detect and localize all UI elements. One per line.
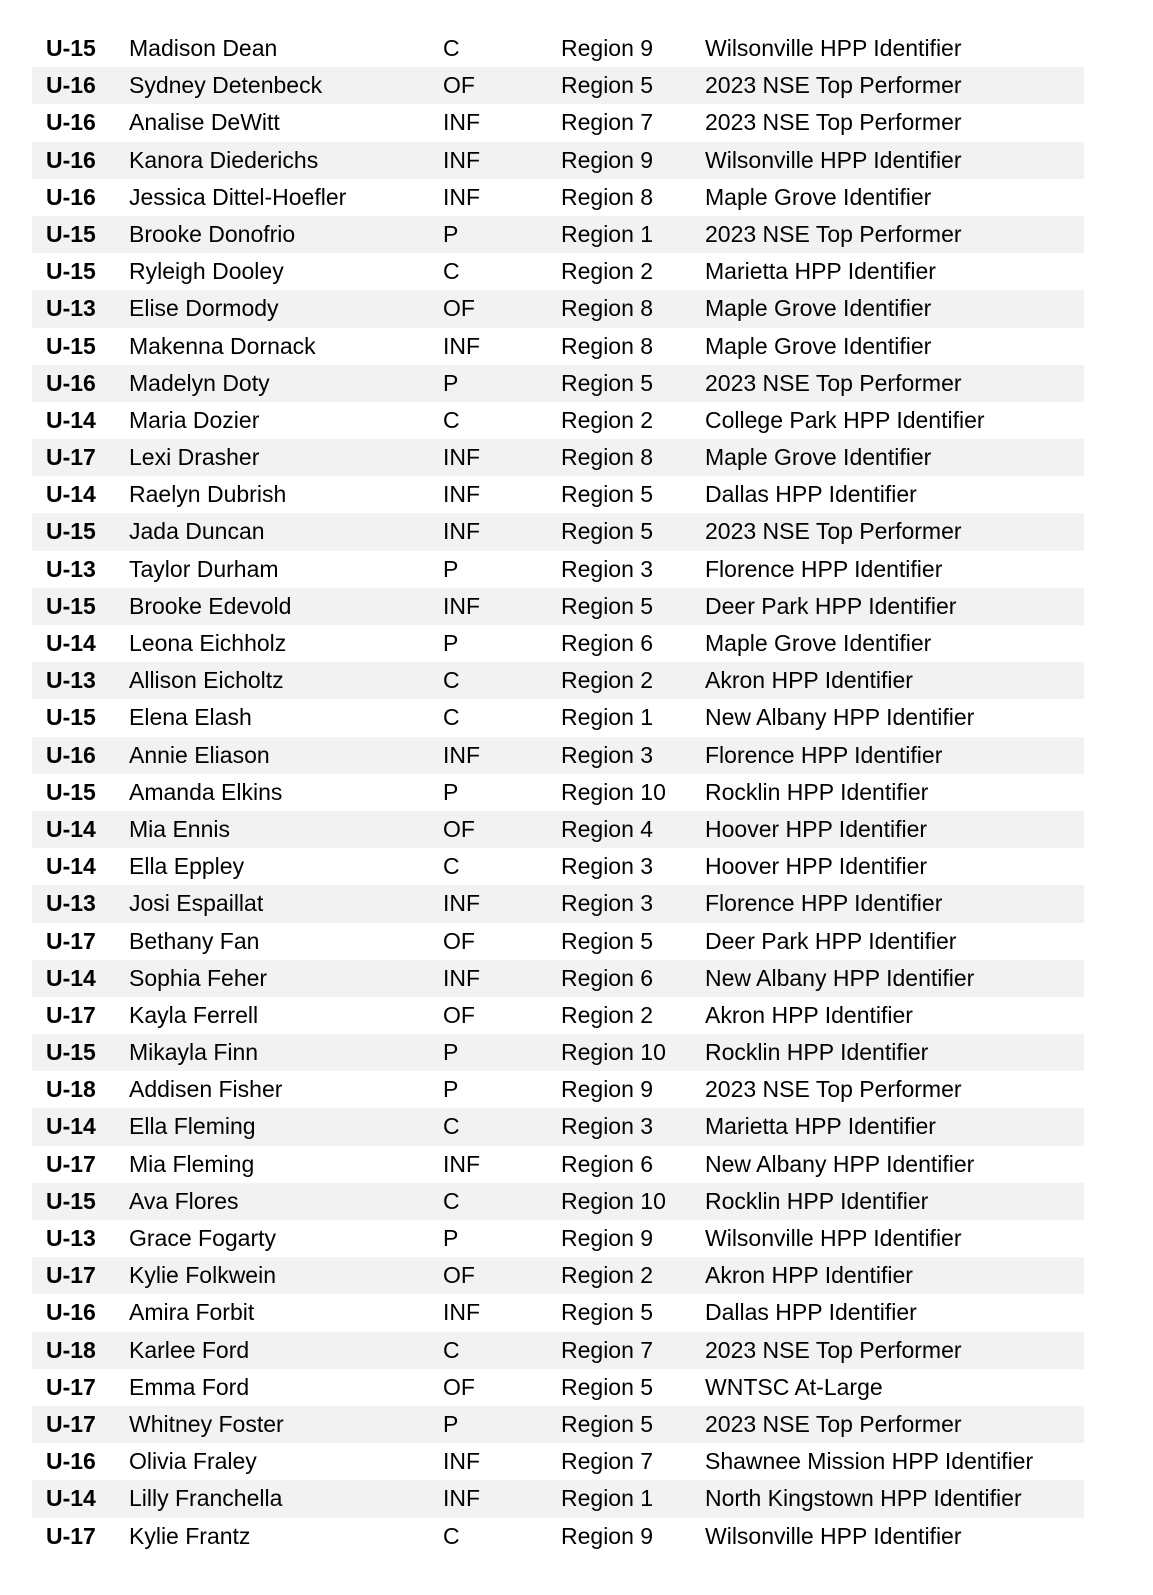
table-row xyxy=(32,142,1084,179)
table-row xyxy=(32,923,1084,960)
event-cell: Hoover HPP Identifier xyxy=(705,815,928,842)
table-row xyxy=(32,1183,1084,1220)
player-name-cell: Annie Eliason xyxy=(129,741,270,768)
event-cell: New Albany HPP Identifier xyxy=(705,704,975,731)
player-name-cell: Josi Espaillat xyxy=(129,890,264,917)
position-cell: C xyxy=(443,1336,460,1363)
region-cell: Region 2 xyxy=(561,406,654,433)
region-cell: Region 3 xyxy=(561,741,654,768)
position-cell: INF xyxy=(443,1150,481,1177)
age-group-cell: U-15 xyxy=(46,704,96,731)
table-row xyxy=(32,104,1084,141)
position-cell: INF xyxy=(443,518,481,545)
region-cell: Region 5 xyxy=(561,369,654,396)
region-cell: Region 2 xyxy=(561,667,654,694)
region-cell: Region 8 xyxy=(561,183,654,210)
region-cell: Region 6 xyxy=(561,1150,654,1177)
position-cell: C xyxy=(443,258,460,285)
position-cell: OF xyxy=(443,72,475,99)
position-cell: P xyxy=(443,630,459,656)
age-group-cell: U-15 xyxy=(46,332,96,359)
player-name-cell: Addisen Fisher xyxy=(129,1076,283,1103)
event-cell: Shawnee Mission HPP Identifier xyxy=(705,1448,1034,1475)
player-name-cell: Olivia Fraley xyxy=(129,1448,257,1475)
position-cell: OF xyxy=(443,1262,475,1289)
player-name-cell: Mia Ennis xyxy=(129,815,230,842)
table-row xyxy=(32,1146,1084,1183)
player-name-cell: Makenna Dornack xyxy=(129,332,316,359)
position-cell: P xyxy=(443,555,459,582)
region-cell: Region 10 xyxy=(561,778,666,805)
event-cell: Maple Grove Identifier xyxy=(705,295,932,322)
position-cell: INF xyxy=(443,332,481,359)
table-row xyxy=(32,625,1084,662)
event-cell: 2023 NSE Top Performer xyxy=(705,1410,962,1437)
region-cell: Region 8 xyxy=(561,295,654,322)
region-cell: Region 3 xyxy=(561,555,654,582)
region-cell: Region 2 xyxy=(561,258,654,285)
event-cell: Florence HPP Identifier xyxy=(705,741,943,768)
position-cell: C xyxy=(443,35,460,61)
region-cell: Region 5 xyxy=(561,1299,654,1326)
player-name-cell: Madison Dean xyxy=(129,35,278,61)
player-name-cell: Ella Fleming xyxy=(129,1113,256,1140)
event-cell: Hoover HPP Identifier xyxy=(705,853,928,880)
age-group-cell: U-17 xyxy=(46,1001,96,1028)
player-name-cell: Sophia Feher xyxy=(129,964,268,991)
player-name-cell: Brooke Donofrio xyxy=(129,220,296,247)
event-cell: Wilsonville HPP Identifier xyxy=(705,35,962,61)
age-group-cell: U-15 xyxy=(46,1187,96,1214)
event-cell: Maple Grove Identifier xyxy=(705,630,932,656)
table-row xyxy=(32,253,1084,290)
table-row xyxy=(32,1332,1084,1369)
table-row xyxy=(32,885,1084,922)
event-cell: Akron HPP Identifier xyxy=(705,1001,913,1028)
region-cell: Region 10 xyxy=(561,1039,666,1066)
event-cell: North Kingstown HPP Identifier xyxy=(705,1485,1022,1512)
region-cell: Region 9 xyxy=(561,1522,654,1549)
age-group-cell: U-13 xyxy=(46,1225,96,1251)
player-name-cell: Mia Fleming xyxy=(129,1150,255,1177)
age-group-cell: U-17 xyxy=(46,444,96,471)
table-row xyxy=(32,1034,1084,1071)
player-name-cell: Ella Eppley xyxy=(129,853,245,880)
player-name-cell: Kylie Frantz xyxy=(129,1522,251,1549)
region-cell: Region 5 xyxy=(561,1373,654,1400)
table-row xyxy=(32,365,1084,402)
age-group-cell: U-17 xyxy=(46,1410,96,1437)
table-row xyxy=(32,30,1084,67)
event-cell: Maple Grove Identifier xyxy=(705,332,932,359)
event-cell: Florence HPP Identifier xyxy=(705,555,943,582)
region-cell: Region 4 xyxy=(561,815,654,842)
region-cell: Region 7 xyxy=(561,1448,654,1475)
age-group-cell: U-14 xyxy=(46,630,96,656)
event-cell: College Park HPP Identifier xyxy=(705,406,985,433)
event-cell: Maple Grove Identifier xyxy=(705,183,932,210)
age-group-cell: U-13 xyxy=(46,667,96,694)
player-name-cell: Bethany Fan xyxy=(129,927,260,954)
table-row xyxy=(32,439,1084,476)
region-cell: Region 7 xyxy=(561,109,654,136)
age-group-cell: U-16 xyxy=(46,109,96,136)
table-row xyxy=(32,997,1084,1034)
age-group-cell: U-14 xyxy=(46,481,96,508)
table-row xyxy=(32,662,1084,699)
region-cell: Region 9 xyxy=(561,146,654,173)
age-group-cell: U-14 xyxy=(46,406,96,433)
table-row xyxy=(32,216,1084,253)
age-group-cell: U-16 xyxy=(46,369,96,396)
player-name-cell: Grace Fogarty xyxy=(129,1225,276,1251)
player-name-cell: Karlee Ford xyxy=(129,1336,250,1363)
player-name-cell: Kayla Ferrell xyxy=(129,1001,259,1028)
position-cell: P xyxy=(443,778,459,805)
position-cell: P xyxy=(443,1410,459,1437)
position-cell: INF xyxy=(443,481,481,508)
player-name-cell: Allison Eicholtz xyxy=(129,667,284,694)
event-cell: Wilsonville HPP Identifier xyxy=(705,1522,962,1549)
table-row xyxy=(32,67,1084,104)
table-row xyxy=(32,848,1084,885)
position-cell: C xyxy=(443,406,460,433)
table-row xyxy=(32,513,1084,550)
region-cell: Region 8 xyxy=(561,444,654,471)
table-row xyxy=(32,1294,1084,1331)
player-name-cell: Whitney Foster xyxy=(129,1410,284,1437)
position-cell: INF xyxy=(443,741,481,768)
table-row xyxy=(32,290,1084,327)
age-group-cell: U-13 xyxy=(46,295,96,322)
table-row xyxy=(32,328,1084,365)
table-row xyxy=(32,1406,1084,1443)
age-group-cell: U-15 xyxy=(46,220,96,247)
player-name-cell: Madelyn Doty xyxy=(129,369,270,396)
age-group-cell: U-13 xyxy=(46,890,96,917)
event-cell: Akron HPP Identifier xyxy=(705,667,913,694)
age-group-cell: U-17 xyxy=(46,927,96,954)
roster-table xyxy=(32,30,1084,1555)
event-cell: 2023 NSE Top Performer xyxy=(705,369,962,396)
player-name-cell: Ava Flores xyxy=(129,1187,239,1214)
player-name-cell: Elise Dormody xyxy=(129,295,279,322)
age-group-cell: U-14 xyxy=(46,853,96,880)
region-cell: Region 1 xyxy=(561,704,654,731)
position-cell: OF xyxy=(443,295,475,322)
age-group-cell: U-16 xyxy=(46,72,96,99)
region-cell: Region 5 xyxy=(561,481,654,508)
event-cell: Rocklin HPP Identifier xyxy=(705,778,929,805)
age-group-cell: U-17 xyxy=(46,1522,96,1549)
event-cell: 2023 NSE Top Performer xyxy=(705,1076,962,1103)
event-cell: Rocklin HPP Identifier xyxy=(705,1187,929,1214)
event-cell: Deer Park HPP Identifier xyxy=(705,592,957,619)
region-cell: Region 2 xyxy=(561,1001,654,1028)
region-cell: Region 3 xyxy=(561,853,654,880)
player-name-cell: Lexi Drasher xyxy=(129,444,260,471)
table-row xyxy=(32,811,1084,848)
player-name-cell: Emma Ford xyxy=(129,1373,250,1400)
region-cell: Region 5 xyxy=(561,1410,654,1437)
event-cell: Akron HPP Identifier xyxy=(705,1262,913,1289)
age-group-cell: U-15 xyxy=(46,35,96,61)
age-group-cell: U-15 xyxy=(46,518,96,545)
age-group-cell: U-16 xyxy=(46,1448,96,1475)
event-cell: Marietta HPP Identifier xyxy=(705,1113,936,1140)
player-name-cell: Ryleigh Dooley xyxy=(129,258,284,285)
event-cell: New Albany HPP Identifier xyxy=(705,964,975,991)
age-group-cell: U-14 xyxy=(46,815,96,842)
table-row xyxy=(32,1369,1084,1406)
player-name-cell: Kanora Diederichs xyxy=(129,146,319,173)
event-cell: Dallas HPP Identifier xyxy=(705,481,917,508)
event-cell: 2023 NSE Top Performer xyxy=(705,109,962,136)
player-name-cell: Raelyn Dubrish xyxy=(129,481,287,508)
position-cell: OF xyxy=(443,927,475,954)
position-cell: P xyxy=(443,1076,459,1103)
table-row xyxy=(32,1257,1084,1294)
age-group-cell: U-16 xyxy=(46,183,96,210)
position-cell: INF xyxy=(443,183,481,210)
age-group-cell: U-15 xyxy=(46,258,96,285)
event-cell: Marietta HPP Identifier xyxy=(705,258,936,285)
event-cell: 2023 NSE Top Performer xyxy=(705,1336,962,1363)
player-name-cell: Brooke Edevold xyxy=(129,592,292,619)
age-group-cell: U-13 xyxy=(46,555,96,582)
table-row xyxy=(32,774,1084,811)
position-cell: P xyxy=(443,1039,459,1066)
position-cell: INF xyxy=(443,109,481,136)
table-row xyxy=(32,1518,1084,1555)
player-name-cell: Jessica Dittel-Hoefler xyxy=(129,183,347,210)
region-cell: Region 3 xyxy=(561,890,654,917)
region-cell: Region 7 xyxy=(561,1336,654,1363)
event-cell: Rocklin HPP Identifier xyxy=(705,1039,929,1066)
position-cell: C xyxy=(443,1113,460,1140)
event-cell: 2023 NSE Top Performer xyxy=(705,220,962,247)
position-cell: C xyxy=(443,704,460,731)
region-cell: Region 9 xyxy=(561,35,654,61)
region-cell: Region 5 xyxy=(561,72,654,99)
player-name-cell: Amanda Elkins xyxy=(129,778,283,805)
table-row xyxy=(32,1071,1084,1108)
region-cell: Region 9 xyxy=(561,1225,654,1251)
event-cell: Florence HPP Identifier xyxy=(705,890,943,917)
table-row xyxy=(32,1108,1084,1145)
table-row xyxy=(32,1220,1084,1257)
roster-rows xyxy=(32,30,1084,1555)
region-cell: Region 5 xyxy=(561,518,654,545)
event-cell: Maple Grove Identifier xyxy=(705,444,932,471)
player-name-cell: Jada Duncan xyxy=(129,518,265,545)
position-cell: P xyxy=(443,369,459,396)
position-cell: INF xyxy=(443,1299,481,1326)
position-cell: C xyxy=(443,1522,460,1549)
region-cell: Region 9 xyxy=(561,1076,654,1103)
event-cell: 2023 NSE Top Performer xyxy=(705,518,962,545)
region-cell: Region 6 xyxy=(561,964,654,991)
table-row xyxy=(32,1480,1084,1517)
position-cell: OF xyxy=(443,1373,475,1400)
player-name-cell: Maria Dozier xyxy=(129,406,260,433)
position-cell: INF xyxy=(443,592,481,619)
region-cell: Region 1 xyxy=(561,1485,654,1512)
event-cell: Dallas HPP Identifier xyxy=(705,1299,917,1326)
position-cell: INF xyxy=(443,146,481,173)
event-cell: New Albany HPP Identifier xyxy=(705,1150,975,1177)
table-row xyxy=(32,588,1084,625)
age-group-cell: U-16 xyxy=(46,741,96,768)
age-group-cell: U-15 xyxy=(46,778,96,805)
event-cell: 2023 NSE Top Performer xyxy=(705,72,962,99)
player-name-cell: Lilly Franchella xyxy=(129,1485,283,1512)
position-cell: C xyxy=(443,853,460,880)
age-group-cell: U-18 xyxy=(46,1076,96,1103)
age-group-cell: U-17 xyxy=(46,1373,96,1400)
event-cell: Wilsonville HPP Identifier xyxy=(705,1225,962,1251)
table-row xyxy=(32,476,1084,513)
table-row xyxy=(32,1443,1084,1480)
event-cell: WNTSC At-Large xyxy=(705,1373,883,1400)
age-group-cell: U-17 xyxy=(46,1150,96,1177)
table-row xyxy=(32,179,1084,216)
position-cell: INF xyxy=(443,444,481,471)
age-group-cell: U-17 xyxy=(46,1262,96,1289)
table-row xyxy=(32,699,1084,736)
player-name-cell: Amira Forbit xyxy=(129,1299,255,1326)
table-row xyxy=(32,551,1084,588)
position-cell: C xyxy=(443,667,460,694)
age-group-cell: U-14 xyxy=(46,1485,96,1512)
table-row xyxy=(32,960,1084,997)
position-cell: OF xyxy=(443,815,475,842)
player-name-cell: Leona Eichholz xyxy=(129,630,287,656)
position-cell: OF xyxy=(443,1001,475,1028)
position-cell: INF xyxy=(443,1485,481,1512)
event-cell: Deer Park HPP Identifier xyxy=(705,927,957,954)
age-group-cell: U-16 xyxy=(46,146,96,173)
position-cell: INF xyxy=(443,964,481,991)
position-cell: C xyxy=(443,1187,460,1214)
region-cell: Region 1 xyxy=(561,220,654,247)
event-cell: Wilsonville HPP Identifier xyxy=(705,146,962,173)
region-cell: Region 8 xyxy=(561,332,654,359)
region-cell: Region 10 xyxy=(561,1187,666,1214)
region-cell: Region 3 xyxy=(561,1113,654,1140)
player-name-cell: Analise DeWitt xyxy=(129,109,280,136)
player-name-cell: Taylor Durham xyxy=(129,555,279,582)
player-name-cell: Elena Elash xyxy=(129,704,252,731)
position-cell: P xyxy=(443,220,459,247)
age-group-cell: U-14 xyxy=(46,1113,96,1140)
region-cell: Region 2 xyxy=(561,1262,654,1289)
age-group-cell: U-15 xyxy=(46,592,96,619)
age-group-cell: U-14 xyxy=(46,964,96,991)
table-row xyxy=(32,402,1084,439)
player-name-cell: Kylie Folkwein xyxy=(129,1262,276,1289)
player-name-cell: Sydney Detenbeck xyxy=(129,72,323,99)
table-row xyxy=(32,737,1084,774)
position-cell: INF xyxy=(443,1448,481,1475)
age-group-cell: U-18 xyxy=(46,1336,96,1363)
region-cell: Region 6 xyxy=(561,630,654,656)
region-cell: Region 5 xyxy=(561,927,654,954)
position-cell: INF xyxy=(443,890,481,917)
region-cell: Region 5 xyxy=(561,592,654,619)
position-cell: P xyxy=(443,1225,459,1251)
age-group-cell: U-16 xyxy=(46,1299,96,1326)
age-group-cell: U-15 xyxy=(46,1039,96,1066)
player-name-cell: Mikayla Finn xyxy=(129,1039,259,1066)
